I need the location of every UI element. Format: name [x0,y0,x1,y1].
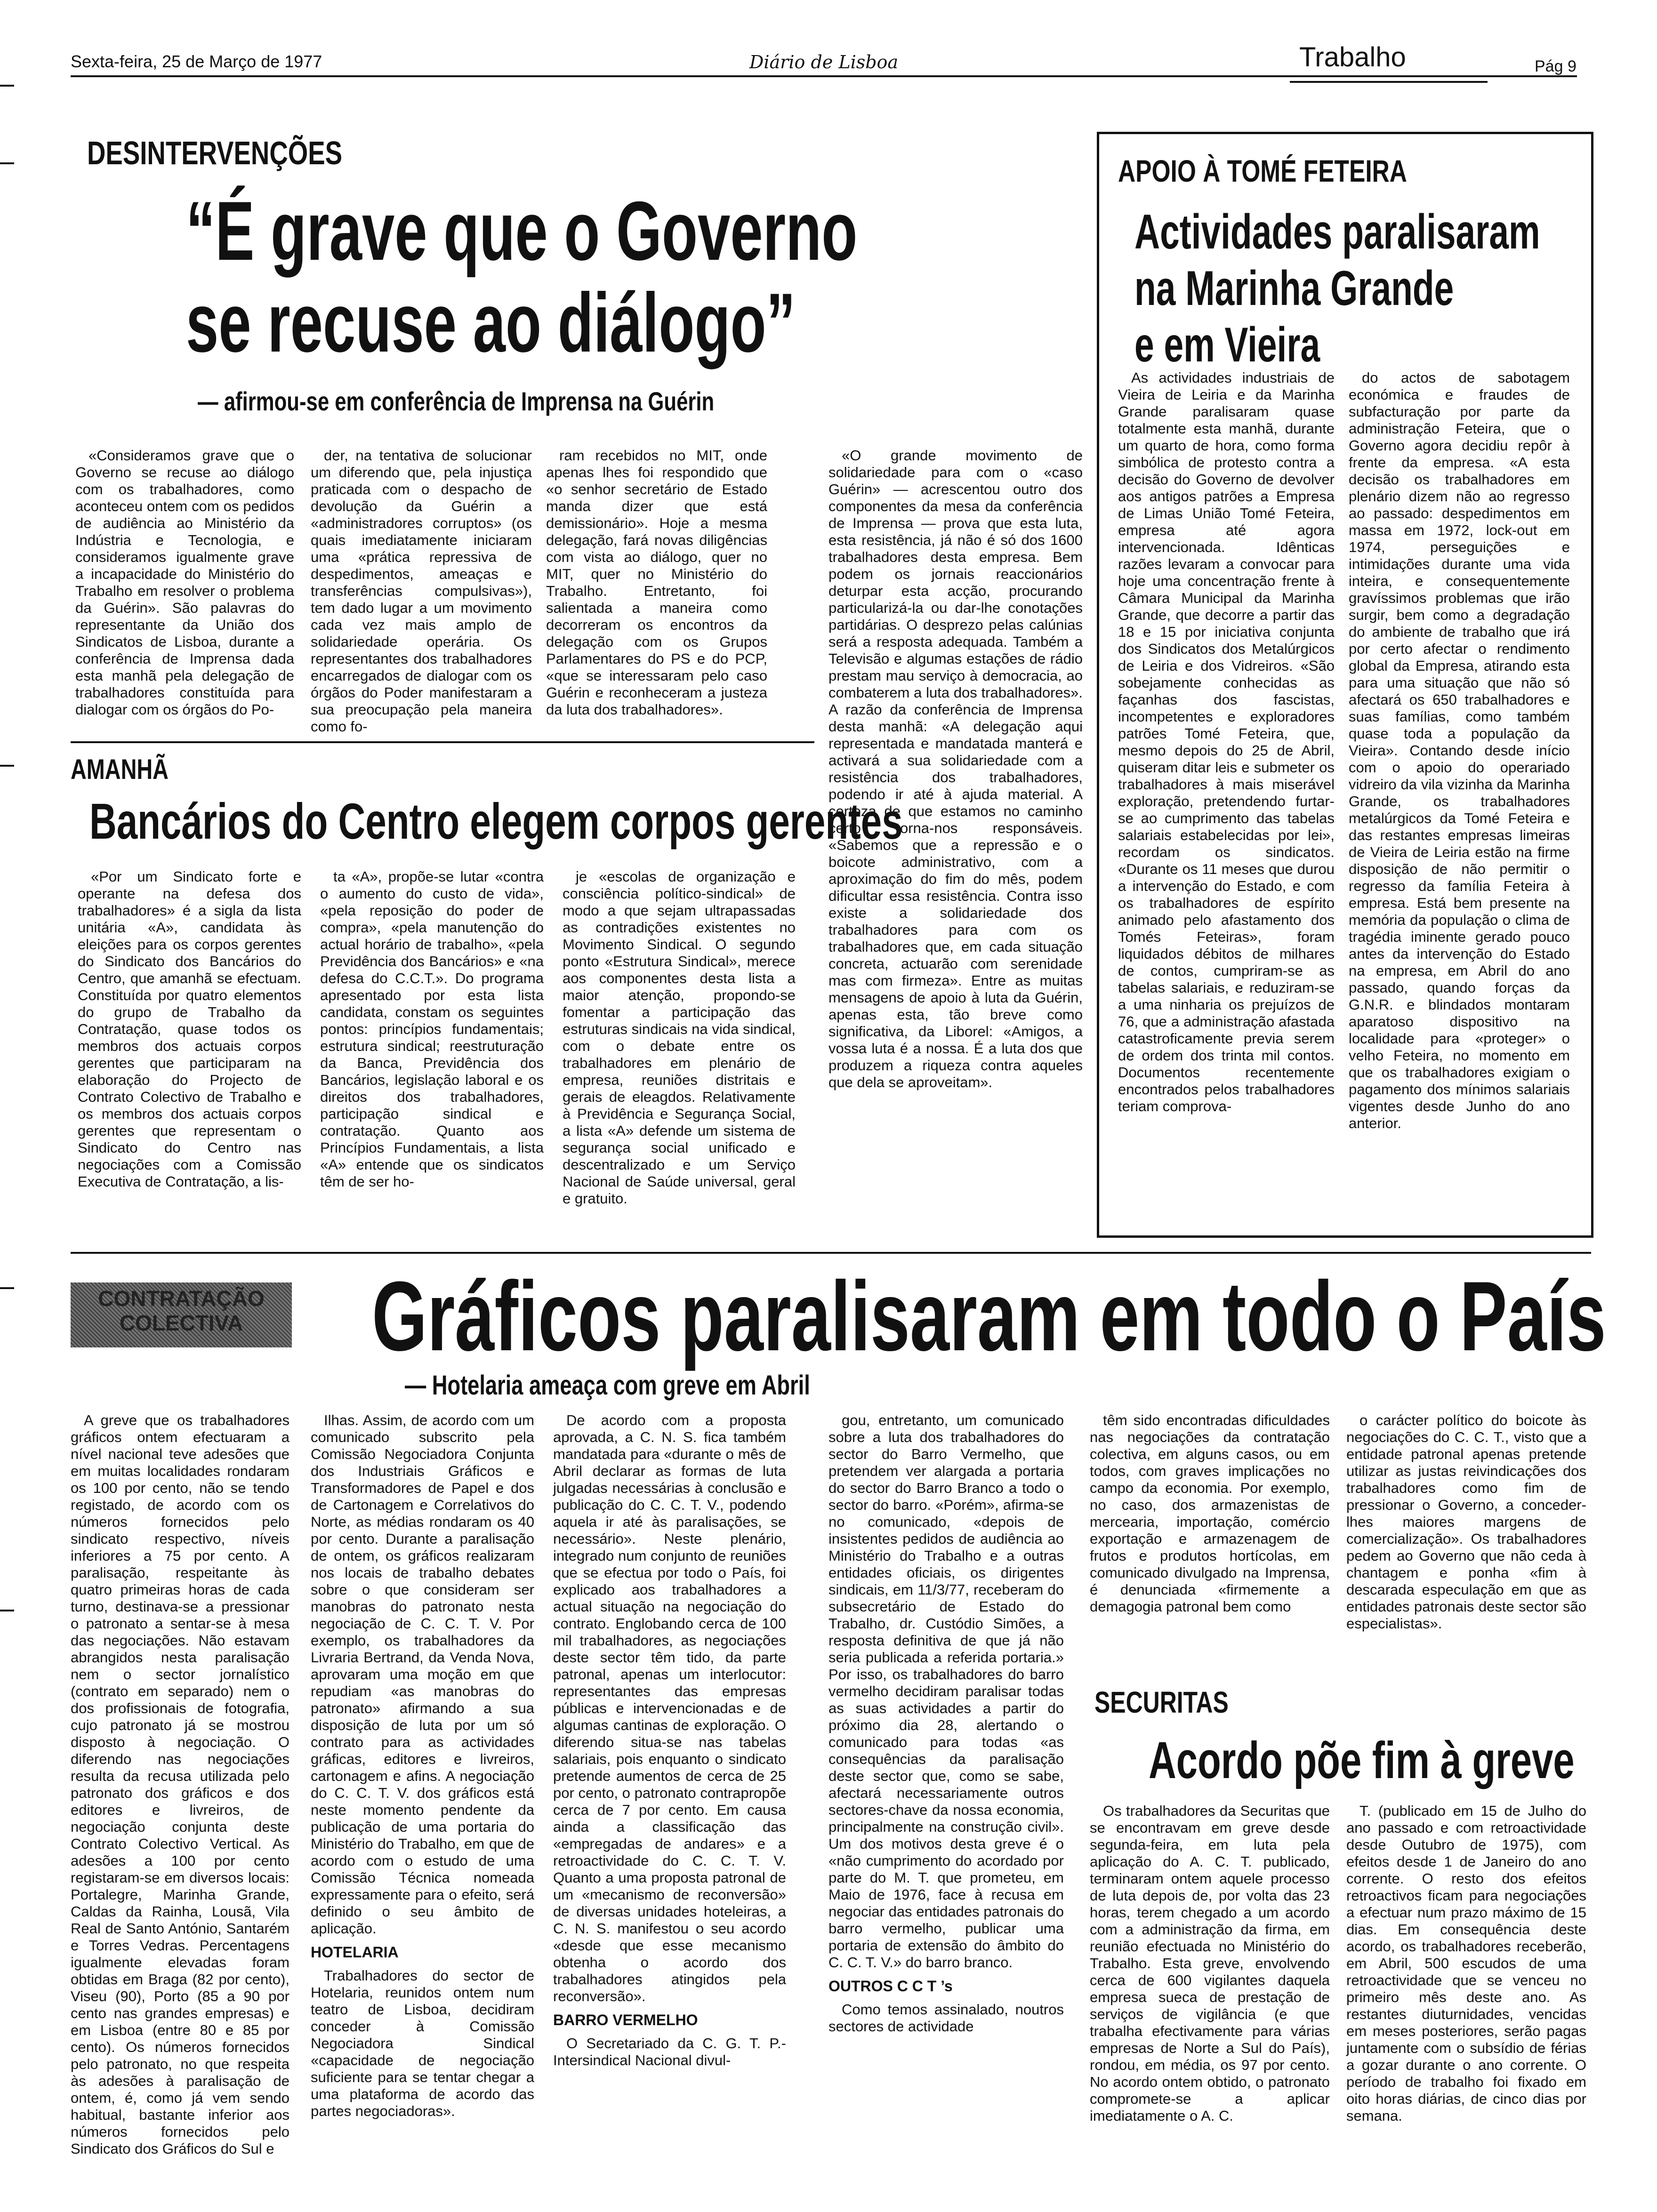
masthead-page-number: Pág 9 [1535,57,1577,75]
article1-column-2: der, na tentativa de solucionar um diferendo que, pela injustiça praticada com o despacho de devolução da Guérin a «administradores corruptos» (os quais imediatamente iniciaram uma «prática repressiva de despedimentos, ameaças e transferências compulsivas»), tem dado lugar a um movimento cada vez mais amplo de solidariedade operária. Os representantes dos trabalhadores encarregados de dialogar com os órgãos do Poder manifestaram a sua preocupação pela maneira como fo- [311,447,532,735]
section-underline [1290,81,1488,83]
article4-subhead-hotelaria: HOTELARIA [311,1944,399,1961]
article4-subhead-outros-ccts: OUTROS C C T ’s [828,1978,953,1995]
article1-column-1: «Consideramos grave que o Governo se recuse ao diálogo com os trabalhadores, como aconteceu ontem com os pedidos de audiência ao Ministério da Indústria e Tecnologia, e consideramos igualmente grave a incapacidade do Ministério do Trabalho em resolver o problema da Guérin». São palavras do representante da União dos Sindicatos de Lisboa, durante a conferência de Imprensa dada esta manhã pela delegação de trabalhadores constituída para dialogar com os órgãos do Po- [75,447,294,718]
margin-mark [0,1610,14,1611]
article5-column-2: T. (publicado em 15 de Julho do ano passado e com retroactividade desde Outubro de 1975), com efeitos desde 1 de Janeiro do ano corrente. O resto dos efeitos retroactivos ficam para negociações a efectuar num prazo máximo de 15 dias. Em consequência deste acordo, os trabalhadores receberão, em Abril, 500 escudos de uma retroactividade que se venceu no primeiro mês deste ano. As restantes diuturnidades, vencidas em meses posteriores, serão pagas juntamente com o subsídio de férias a gozar durante o ano corrente. O período de trabalho foi fixado em oito horas diárias, de cinco dias por semana. [1346,1803,1586,2124]
margin-mark [0,162,14,164]
article1-bottom-rule [71,741,814,743]
article3-headline-line2: na Marinha Grande [1134,261,1454,316]
article1-column-3: ram recebidos no MIT, onde apenas lhes foi respondido que «o senhor secretário de Estado manda dizer que está demissionário». Hoje a mesma delegação, fará novas diligências com vista ao diálogo, quer no MIT, quer no Ministério do Trabalho. Entretanto, foi salientada a maneira como decorreram os encontros da delegação com os Grupos Parlamentares do PS e do PCP, «que se interessaram pelo caso Guérin e reconheceram a justeza da luta dos trabalhadores». [546,447,767,718]
article1-deck: — afirmou-se em conferência de Imprensa na Guérin [198,386,715,416]
article2-kicker: AMANHÃ [71,753,169,785]
article3-column-2: do actos de sabotagem económica e fraudes de subfacturação por parte da administração Feteira, que o Governo agora decidiu repôr à frente da empresa. «A esta decisão os trabalhadores em plenário dizem não ao regresso ao passado: despedimentos em massa em 1972, lock-out em 1974, perseguições e intimidações durante uma vida inteira, e consequentemente gravíssimos problemas que irão surgir, bem como a degradação do ambiente de trabalho que irá por certo afectar o rendimento global da Empresa, atirando esta para uma situação que não só afectará os 650 trabalhadores e suas famílias, como também quase toda a população da Vieira». Contando desde início com o apoio do operariado vidreiro da vila vizinha da Marinha Grande, os trabalhadores metalúrgicos da Tomé Feteira e das restantes empresas limeiras de Vieira de Leiria estão na firme disposição de não permitir o regresso da família Feteira à empresa. Está bem presente na memória da população o clima de tragédia iminente gerado pouco antes da intervenção do Estado na empresa, em Abril do ano passado, quando forças da G.N.R. e blindados montaram aparatoso dispositivo na localidade para «proteger» o velho Feteira, no momento em que os trabalhadores exigiam o pagamento dos mínimos salariais vigentes desde Junho do ano anterior. [1349,369,1570,1131]
article4-subhead-barro-vermelho: BARRO VERMELHO [553,2012,698,2028]
article4-column-1: A greve que os trabalhadores gráficos ontem efectuaram a nível nacional teve adesões que em muitas localidades rondaram os 100 por cento, não se tendo registado, de acordo com os números fornecidos pelo sindicato respectivo, níveis inferiores a 75 por cento. A paralisação, respeitante às quatro primeiras horas de cada turno, destinava-se a pressionar o patronato a sentar-se à mesa das negociações. Não estavam abrangidos nesta paralisação nem o sector jornalístico (contrato em separado) nem o dos profissionais de fotografia, cujo patronato já se mostrou disposto à negociação. O diferendo nas negociações resulta da recusa utilizada pelo patronato dos gráficos e dos editores e livreiros, de negociação conjunta deste Contrato Colectivo Vertical. As adesões a 100 por cento registaram-se em diversos locais: Portalegre, Marinha Grande, Caldas da Rainha, Lousã, Vila Real de Santo António, Santarém e Torres Vedras. Percentagens igualmente elevadas foram obtidas em Braga (82 por cento), Viseu (90), Porto (85 a 90 por cento nas grandes empresas) e em Lisboa (entre 80 e 85 por cento). Os números fornecidos pelo patronato, no que respeita às adesões à paralisação de ontem, é, como já vem sendo habitual, bastante inferior aos números fornecidos pelo Sindicato dos Gráficos do Sul e [71,1412,290,2157]
article4-label-line2: COLECTIVA [119,1311,243,1335]
article4-column-6: o carácter político do boicote às negociações do C. C. T., visto que a entidade patronal apenas pretende utilizar as justas reivindicações dos trabalhadores como fim de pressionar o Governo, a conceder-lhes maiores margens de comercialização». Os trabalhadores pedem ao Governo que não ceda à chantagem e ponha «fim à descarada especulação em que as entidades patronais deste sector são especialistas». [1346,1412,1586,1632]
article3-column-1: As actividades industriais de Vieira de Leiria e da Marinha Grande paralisaram quase totalmente esta manhã, durante um quarto de hora, como forma simbólica de protesto contra a decisão do Governo de devolver aos antigos patrões a Empresa de Limas União Tomé Feteira, empresa até agora intervencionada. Idênticas razões levaram a convocar para hoje uma concentração frente à Câmara Municipal da Marinha Grande, que decorre a partir das 18 e 15 por iniciativa conjunta dos Sindicatos dos Metalúrgicos de Leiria e dos Vidreiros. «São sobejamente conhecidas as façanhas dos fascistas, incompetentes e exploradores patrões Tomé Feteira, que, mesmo depois do 25 de Abril, quiseram ditar leis e submeter os trabalhadores à mais miserável exploração, pretendendo furtar-se ao cumprimento das tabelas salariais estabelecidas por lei», recordam os sindicatos. «Durante os 11 meses que durou a intervenção do Estado, e com os trabalhadores de espírito animado pelo afastamento dos Tomés Feteiras», foram liquidados débitos de milhares de contos, cumpriram-se as tabelas salariais, e reduziram-se a uma ninharia os prejuízos de 76, que a administração afastada catastroficamente previa serem de ordem dos trinta mil contos. Documentos recentemente encontrados pelos trabalhadores teriam comprova- [1118,369,1335,1114]
masthead-date: Sexta-feira, 25 de Março de 1977 [71,52,322,71]
article2-column-3: je «escolas de organização e consciência político-sindical» de modo a que sejam ultrapassadas as contradições existentes no Movimento Sindical. O segundo ponto «Estrutura Sindical», merece aos componentes desta lista a maior atenção, propondo-se fomentar a participação das estruturas sindicais na vida sindical, com o debate entre os trabalhadores em plenário de empresa, reuniões distritais e gerais de eleagdos. Relativamente à Previdência e Segurança Social, a lista «A» defende um sistema de segurança social unificado e descentralizado e um Serviço Nacional de Saúde universal, geral e gratuito. [563,868,796,1207]
article4-headline: Gráficos paralisaram em todo o País [372,1261,1606,1371]
article1-kicker: DESINTERVENÇÕES [87,135,343,171]
article4-deck: — Hotelaria ameaça com greve em Abril [405,1370,810,1401]
article5-kicker: SECURITAS [1094,1685,1229,1719]
article4-label-line1: CONTRATAÇÃO [98,1286,265,1311]
article4-column-3: De acordo com a proposta aprovada, a C. N. S. fica também mandatada para «durante o mês de Abril declarar as formas de luta julgadas necessárias à conclusão e publicação do C. C. T. V., podendo aquela ir até às paralisações, se necessário». Neste plenário, integrado num conjunto de reuniões que se efectua por todo o País, foi explicado aos trabalhadores a actual situação na negociação do contrato. Englobando cerca de 100 mil trabalhadores, as negociações deste sector têm tido, da parte patronal, apenas um interlocutor: representantes das empresas públicas e intervencionadas e de algumas cantinas de exploração. O diferendo situa-se nas tabelas salariais, pois enquanto o sindicato pretende aumentos de cerca de 25 por cento, o patronato contrapropõe cerca de 7 por cento. Em causa ainda a classificação das «empregadas de andares» e a retroactividade do C. C. T. V. Quanto a uma proposta patronal de um «mecanismo de reconversão» de diversas unidades hoteleiras, a C. N. S. manifestou o seu acordo «desde que esse mecanismo obtenha o acordo dos trabalhadores atingidos pela reconversão». BARRO VERMELHO O Secretariado da C. G. T. P.-Intersindical Nacional divul- [553,1412,786,2068]
article1-headline-line2: se recuse ao diálogo” [186,276,796,369]
article4-column-4: gou, entretanto, um comunicado sobre a luta dos trabalhadores do sector do Barro Vermelho, que pretendem ver alargada a portaria do sector do Barro Branco a todo o sector do barro. «Porém», afirma-se no comunicado, «depois de insistentes pedidos de audiência ao Ministério do Trabalho e a outras entidades oficiais, os dirigentes sindicais, em 11/3/77, receberam do subsecretário de Estado do Trabalho, dr. Custódio Simões, a resposta definitiva de que já não seria publicada a referida portaria.» Por isso, os trabalhadores do barro vermelho decidiram paralisar todas as suas actividades a partir do próximo dia 28, alertando o comunicado para todas «as consequências da paralisação deste sector que, como se sabe, afectará necessariamente outros sectores-chave da nossa economia, principalmente na construção civil». Um dos motivos desta greve é o «não cumprimento do acordado por parte do M. T. que prometeu, em Maio de 1976, face à recusa em negociar das entidades patronais do barro vermelho, publicar uma portaria de extensão do âmbito do C. C. T. V.» do barro branco. OUTROS C C T ’s Como temos assinalado, noutros sectores de actividade [828,1412,1064,2035]
article3-headline-line3: e em Vieira [1134,318,1320,372]
margin-mark [0,765,14,767]
article3-kicker: APOIO À TOMÉ FETEIRA [1118,153,1407,188]
article4-column-2: Ilhas. Assim, de acordo com um comunicado subscrito pela Comissão Negociadora Conjunta dos Industriais Gráficos e Transformadores de Papel e dos de Cartonagem e Correlativos do Norte, as médias rondaram os 40 por cento. Durante a paralisação de ontem, os gráficos realizaram nos locais de trabalho debates sobre o que consideram ser manobras do patronato nesta negociação de C. C. T. V. Por exemplo, os trabalhadores da Livraria Bertrand, da Venda Nova, aprovaram uma moção em que repudiam «as manobras do patronato» afirmando a sua disposição de luta por um só contrato para as actividades gráficas, editores e livreiros, cartonagem e afins. A negociação do C. C. T. V. dos gráficos está neste momento pendente da publicação de uma portaria do Ministério do Trabalho, em que de acordo com o estudo de uma Comissão Técnica nomeada expressamente para o efeito, será definido o seu âmbito de aplicação. HOTELARIA Trabalhadores do sector de Hotelaria, reunidos ontem num teatro de Lisboa, decidiram conceder à Comissão Negociadora Sindical «capacidade de negociação suficiente para se tentar chegar a uma plataforma de acordo das partes negociadoras». [311,1412,534,2119]
article3-headline-line1: Actividades paralisaram [1134,205,1540,259]
article5-headline: Acordo põe fim à greve [1149,1731,1575,1789]
margin-mark [0,85,14,87]
article2-column-1: «Por um Sindicato forte e operante na defesa dos trabalhadores» é a sigla da lista unitária «A», candidata às eleições para os corpos gerentes do Sindicato dos Bancários do Centro, que amanhã se efectuam. Constituída por quatro elementos do grupo de Trabalho da Contratação, quase todos os membros dos actuais corpos gerentes que participaram na elaboração do Projecto de Contrato Colectivo de Trabalho e os membros dos actuais corpos gerentes que representam o Sindicato do Centro nas negociações com a Comissão Executiva de Contratação, a lis- [78,868,301,1190]
masthead-rule [71,75,1577,77]
margin-mark [0,1287,14,1289]
article4-section-label [71,1282,292,1347]
article4-column-5: têm sido encontradas dificuldades nas negociações da contratação colectiva, em alguns casos, ou em todos, com graves implicações no campo da economia. Por exemplo, no caso, dos armazenistas de mercearia, importação, comércio exportação e armazenagem de frutos e produtos hortícolas, em comunicado divulgado na Imprensa, é denunciada «firmemente a demagogia patronal bem como [1090,1412,1330,1615]
article1-headline-line1: “É grave que o Governo [186,184,858,278]
article2-headline: Bancários do Centro elegem corpos gerentes [89,793,903,850]
article5-column-1: Os trabalhadores da Securitas que se encontravam em greve desde segunda-feira, em luta pela aplicação do A. C. T. publicado, terminaram ontem aquele processo de luta depois de, por volta das 23 horas, terem chegado a um acordo com a administração da firma, em reunião efectuada no Ministério do Trabalho. Esta greve, envolvendo cerca de 600 vigilantes daquela empresa sueca de prestação de serviços de vigilância (e que trabalha efectivamente para várias empresas de Norte a Sul do País), rondou, em média, os 97 por cento. No acordo ontem obtido, o patronato compromete-se a aplicar imediatamente o A. C. [1090,1803,1330,2124]
masthead-section: Trabalho [1299,42,1406,72]
masthead-paper-name: Diário de Lisboa [749,52,899,72]
section-rule [71,1252,1591,1254]
article1-column-4: «O grande movimento de solidariedade para com o «caso Guérin» — acrescentou outro dos componentes da mesa da conferência de Imprensa — prova que esta luta, esta resistência, já não é só dos 1600 trabalhadores desta empresa. Bem podem os jornais reaccionários deturpar esta acção, procurando particularizá-la ou dar-lhe conotações partidárias. O desprezo pelas calúnias será a resposta adequada. Também a Televisão e algumas estações de rádio prestam mau serviço à democracia, ao combaterem a luta dos trabalhadores». A razão da conferência de Imprensa desta manhã: «A delegação aqui representada e mandatada manterá e activará a sua solidariedade com a resistência dos trabalhadores, podendo ir até à ajuda material. A certeza de que estamos no caminho certo torna-nos responsáveis. «Sabemos que a repressão e o boicote administrativo, com a aproximação do fim do mês, podem dificultar essa resistência. Contra isso existe a solidariedade dos trabalhadores para com os trabalhadores que, em cada situação concreta, actuarão com serenidade mas com firmeza». Entre as muitas mensagens de apoio à luta da Guérin, apenas esta, tão breve como significativa, da Liborel: «Amigos, a vossa luta é a nossa. É a luta dos que produzem a riqueza contra aqueles que dela se aproveitam». [828,447,1083,1090]
article2-column-2: ta «A», propõe-se lutar «contra o aumento do custo de vida», «pela reposição do poder de compra», «pela manutenção do actual horário de trabalho», «pela Previdência dos Bancários» e «na defesa do C.C.T.». Do programa apresentado por esta lista candidata, constam os seguintes pontos: princípios fundamentais; estrutura sindical; reestruturação da Banca, Previdência dos Bancários, legislação laboral e os direitos dos trabalhadores, participação sindical e contratação. Quanto aos Princípios Fundamentais, a lista «A» entende que os sindicatos têm de ser ho- [320,868,544,1190]
